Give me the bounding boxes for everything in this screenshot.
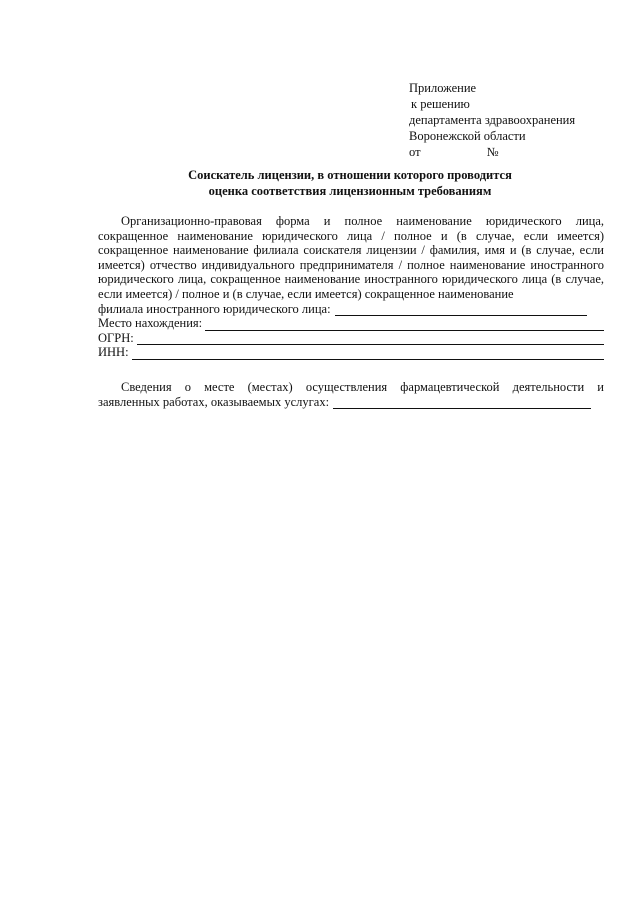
branch-label: филиала иностранного юридического лица: xyxy=(98,301,331,316)
location-row xyxy=(98,316,604,331)
appendix-date-number xyxy=(409,144,575,160)
appendix-block xyxy=(409,80,575,160)
document-title xyxy=(90,167,610,199)
applicant-description: Организационно-правовая форма и полное наименование юридического лица, сокращенное наименование юридического лица / полное и (в случае, если имеется) сокращенное наименование филиала соискателя лицензии / фамилия, имя и (в случае, если имеется) отчество индивидуального предпринимателя / полное наименование иностранного юридического лица, сокращенное наименование иностранного юридического лица (в случае, если имеется) / полное и (в случае, если имеется) сокращенное наименование xyxy=(98,214,604,301)
inn-label: ИНН: xyxy=(98,345,129,360)
location-field[interactable] xyxy=(205,319,604,331)
appendix-line: Приложение xyxy=(409,81,477,95)
date-label: от xyxy=(409,145,421,159)
appendix-line: Воронежской области xyxy=(409,129,526,143)
title-line: оценка соответствия лицензионным требованиям xyxy=(208,184,492,198)
ogrn-row xyxy=(98,331,604,346)
applicant-name-field[interactable] xyxy=(335,304,587,316)
appendix-line: департамента здравоохранения xyxy=(409,113,576,127)
appendix-line: к решению xyxy=(411,97,470,111)
applicant-name-row xyxy=(98,302,604,317)
title-line: Соискатель лицензии, в отношении которого проводится xyxy=(188,168,512,182)
activity-section xyxy=(98,380,604,409)
inn-field[interactable] xyxy=(132,348,604,360)
inn-row xyxy=(98,345,604,360)
activity-row xyxy=(98,395,604,410)
activity-description: Сведения о месте (местах) осуществления фармацевтической деятельности и xyxy=(121,380,604,394)
location-label: Место нахождения: xyxy=(98,316,203,331)
ogrn-field[interactable] xyxy=(137,333,604,345)
applicant-section xyxy=(98,214,604,360)
activity-field[interactable] xyxy=(333,397,591,409)
number-label: № xyxy=(486,145,499,159)
activity-label: заявленных работах, оказываемых услугах: xyxy=(98,394,330,409)
ogrn-label: ОГРН: xyxy=(98,330,134,345)
